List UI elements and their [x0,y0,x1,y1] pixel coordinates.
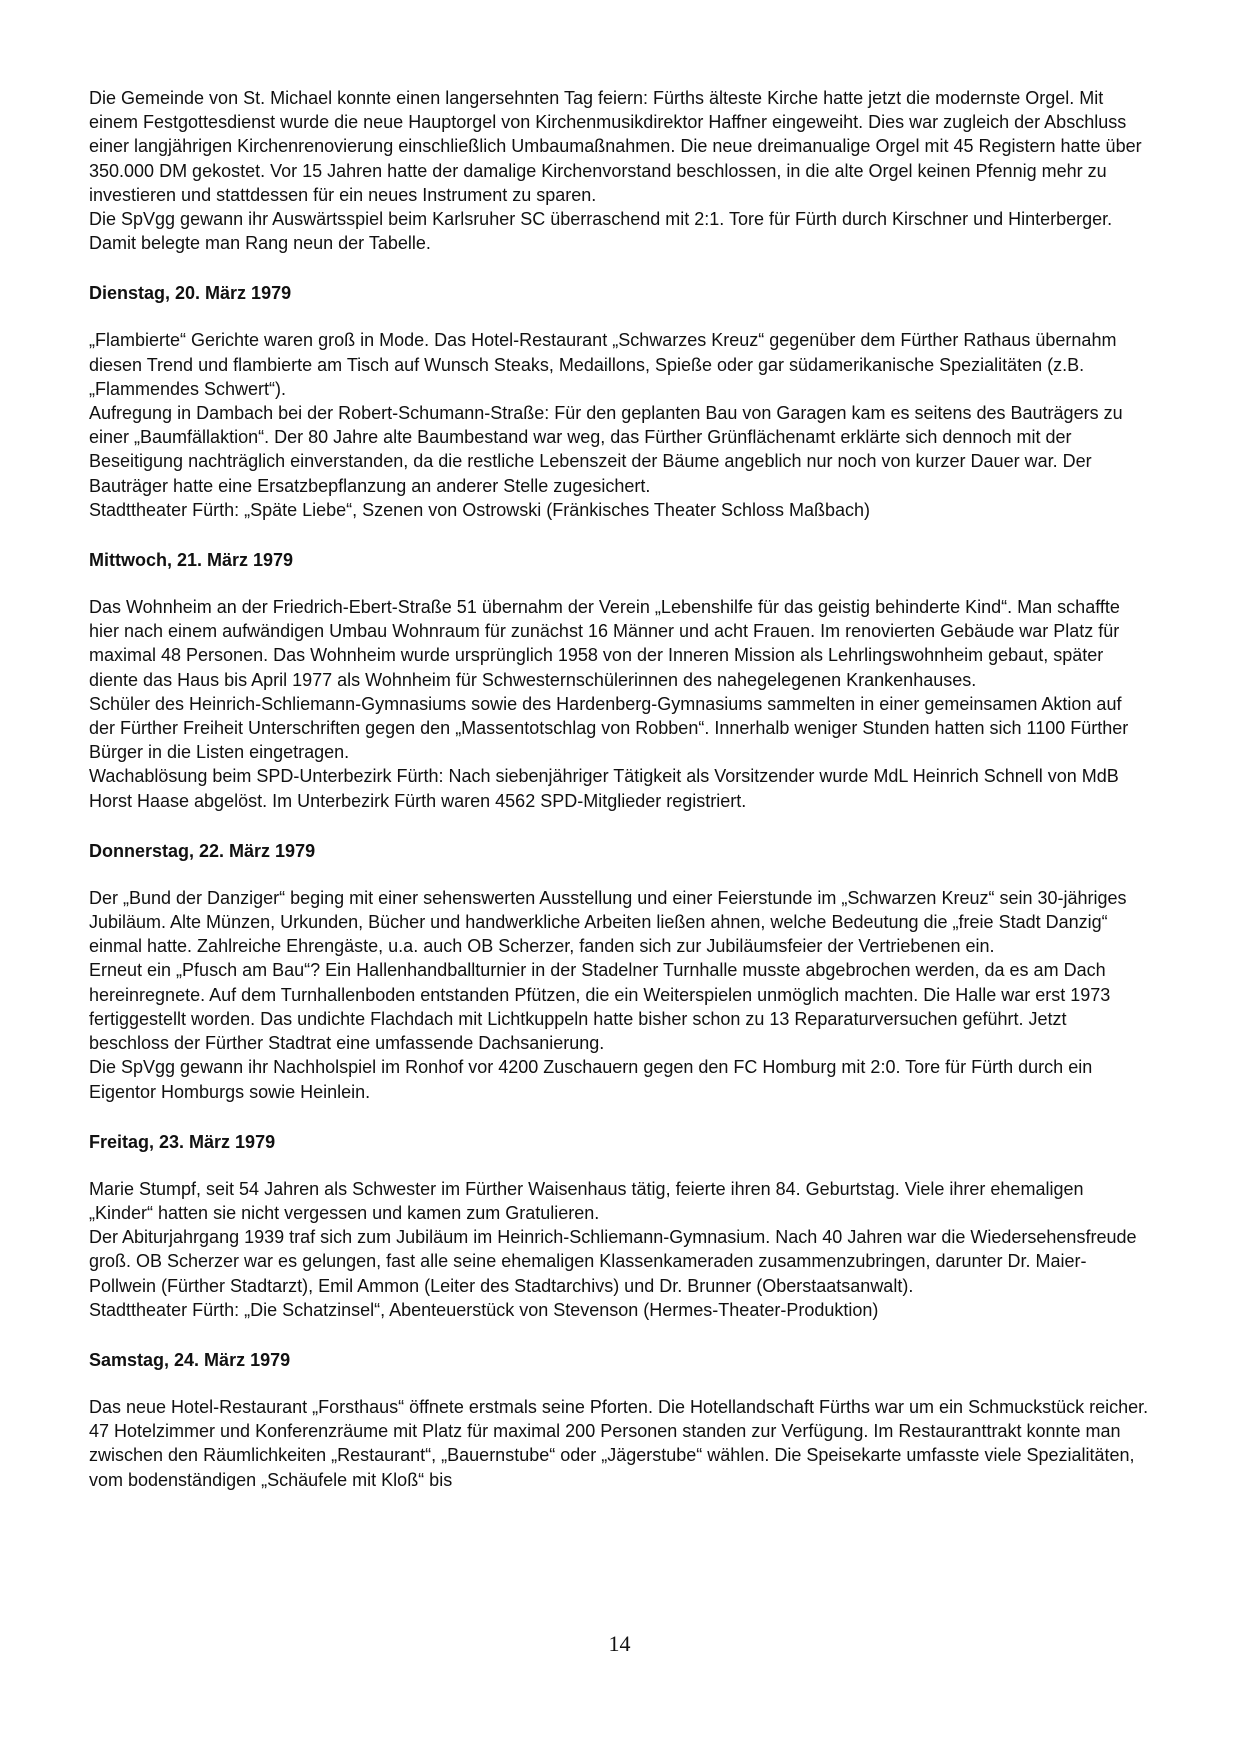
paragraph: Erneut ein „Pfusch am Bau“? Ein Hallenhandballturnier in der Stadelner Turnhalle musste abgebrochen werden, da es am Dach hereinregnete. Auf dem Turnhallenboden entstanden Pfützen, die ein Weiterspielen unmöglich machten. Die Halle war erst 1973 fertiggestellt worden. Das undichte Flachdach mit Lichtkuppeln hatte bisher schon zu 13 Reparaturversuchen geführt. Jetzt beschloss der Fürther Stadtrat eine umfassende Dachsanierung. [89,960,1111,1054]
document-body [89,86,1151,1492]
paragraph: Stadttheater Fürth: „Späte Liebe“, Szenen von Ostrowski (Fränkisches Theater Schloss Maßbach) [89,499,871,520]
paragraph: Die SpVgg gewann ihr Auswärtsspiel beim Karlsruher SC überraschend mit 2:1. Tore für Fürth durch Kirschner und Hinterberger. Damit belegte man Rang neun der Tabelle. [89,209,1113,254]
paragraph: Die SpVgg gewann ihr Nachholspiel im Ronhof vor 4200 Zuschauern gegen den FC Homburg mit 2:0. Tore für Fürth durch ein Eigentor Homburgs sowie Heinlein. [89,1057,1093,1102]
date-heading: Samstag, 24. März 1979 [89,1349,291,1370]
date-heading: Mittwoch, 21. März 1979 [89,550,294,571]
paragraph: Die Gemeinde von St. Michael konnte einen langersehnten Tag feiern: Fürths älteste Kirche hatte jetzt die modernste Orgel. Mit einem Festgottesdienst wurde die neue Hauptorgel von Kirchenmusikdirektor Haffner eingeweiht. Dies war zugleich der Abschluss einer langjährigen Kirchenrenovierung einschließlich Umbaumaßnahmen. Die neue dreimanualige Orgel mit 45 Registern hatte über 350.000 DM gekostet. Vor 15 Jahren hatte der damalige Kirchenvorstand beschlossen, in die alte Orgel keinen Pfennig mehr zu investieren und stattdessen für ein neues Instrument zu sparen. [89,88,1142,205]
date-heading: Freitag, 23. März 1979 [89,1131,276,1152]
date-heading: Donnerstag, 22. März 1979 [89,840,316,861]
paragraph: Marie Stumpf, seit 54 Jahren als Schwester im Fürther Waisenhaus tätig, feierte ihren 84. Geburtstag. Viele ihrer ehemaligen „Kinder“ hatten sie nicht vergessen und kamen zum Gratulieren. [89,1178,1084,1223]
paragraph: Schüler des Heinrich-Schliemann-Gymnasiums sowie des Hardenberg-Gymnasiums sammelten in einer gemeinsamen Aktion auf der Fürther Freiheit Unterschriften gegen den „Massentotschlag von Robben“. Innerhalb weniger Stunden hatten sich 1100 Fürther Bürger in die Listen eingetragen. [89,693,1129,763]
section-friday [89,1130,1151,1322]
section-tuesday [89,281,1151,522]
paragraph: Aufregung in Dambach bei der Robert-Schumann-Straße: Für den geplanten Bau von Garagen kam es seitens des Bauträgers zu einer „Baumfällaktion“. Der 80 Jahre alte Baumbestand war weg, das Fürther Grünflächenamt erklärte sich dennoch mit der Beseitigung nachträglich einverstanden, da die restliche Lebenszeit der Bäume angeblich nur noch von kurzer Dauer war. Der Bauträger hatte eine Ersatzbepflanzung an anderer Stelle zugesichert. [89,403,1123,496]
paragraph: Der „Bund der Danziger“ beging mit einer sehenswerten Ausstellung und einer Feierstunde im „Schwarzen Kreuz“ sein 30-jähriges Jubiläum. Alte Münzen, Urkunden, Bücher und handwerkliche Arbeiten ließen ahnen, welche Bedeutung die „freie Stadt Danzig“ einmal hatte. Zahlreiche Ehrengäste, u.a. auch OB Scherzer, fanden sich zur Jubiläumsfeier der Vertriebenen ein. [89,887,1127,957]
paragraph: Stadttheater Fürth: „Die Schatzinsel“, Abenteuerstück von Stevenson (Hermes-Theater-Produktion) [89,1299,879,1320]
section-intro [89,86,1151,255]
paragraph: „Flambierte“ Gerichte waren groß in Mode. Das Hotel-Restaurant „Schwarzes Kreuz“ gegenüber dem Fürther Rathaus übernahm diesen Trend und flambierte am Tisch auf Wunsch Steaks, Medaillons, Spieße oder gar südamerikanische Spezialitäten (z.B. „Flammendes Schwert“). [89,330,1117,399]
section-saturday [89,1348,1151,1492]
section-thursday [89,839,1151,1104]
paragraph: Wachablösung beim SPD-Unterbezirk Fürth: Nach siebenjähriger Tätigkeit als Vorsitzender wurde MdL Heinrich Schnell von MdB Horst Haase abgelöst. Im Unterbezirk Fürth waren 4562 SPD-Mitglieder registriert. [89,766,1119,811]
paragraph: Das Wohnheim an der Friedrich-Ebert-Straße 51 übernahm der Verein „Lebenshilfe für das geistig behinderte Kind“. Man schaffte hier nach einem aufwändigen Umbau Wohnraum für zunächst 16 Männer und acht Frauen. Im renovierten Gebäude war Platz für maximal 48 Personen. Das Wohnheim wurde ursprünglich 1958 von der Inneren Mission als Lehrlingswohnheim gebaut, später diente das Haus bis April 1977 als Wohnheim für Schwesternschülerinnen des nahegelegenen Krankenhauses. [89,597,1120,690]
section-wednesday [89,548,1151,813]
page-number: 14 [608,1631,631,1656]
date-heading: Dienstag, 20. März 1979 [89,283,292,304]
paragraph: Der Abiturjahrgang 1939 traf sich zum Jubiläum im Heinrich-Schliemann-Gymnasium. Nach 40 Jahren war die Wiedersehensfreude groß. OB Scherzer war es gelungen, fast alle seine ehemaligen Klassenkameraden zusammenzubringen, darunter Dr. Maier-Pollwein (Fürther Stadtarzt), Emil Ammon (Leiter des Stadtarchivs) und Dr. Brunner (Oberstaatsanwalt). [89,1227,1137,1296]
paragraph: Das neue Hotel-Restaurant „Forsthaus“ öffnete erstmals seine Pforten. Die Hotellandschaft Fürths war um ein Schmuckstück reicher. 47 Hotelzimmer und Konferenzräume mit Platz für maximal 200 Personen standen zur Verfügung. Im Restauranttrakt konnte man zwischen den Räumlichkeiten „Restaurant“, „Bauernstube“ oder „Jägerstube“ wählen. Die Speisekarte umfasste viele Spezialitäten, vom bodenständigen „Schäufele mit Kloß“ bis [89,1396,1149,1490]
